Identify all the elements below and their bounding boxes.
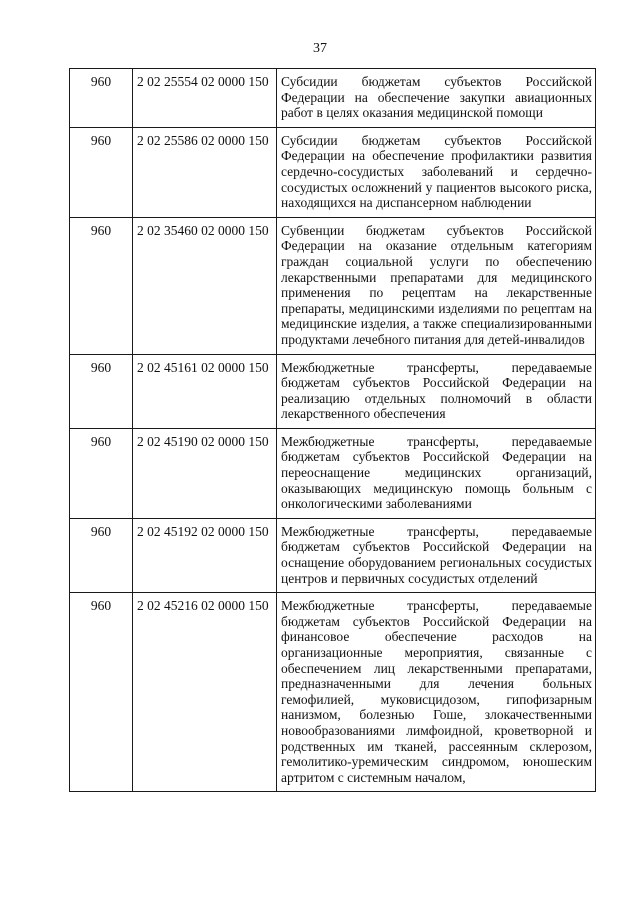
table-row xyxy=(70,428,596,518)
budget-code-cell: 2 02 35460 02 0000 150 xyxy=(133,217,277,354)
revenue-name-cell: Межбюджетные трансферты, передаваемые бюджетам субъектов Российской Федерации на переоснащение медицинских организаций, оказывающих медицинскую помощь больным с онкологическими заболеваниями xyxy=(277,428,596,518)
table-row xyxy=(70,354,596,428)
budget-code-cell: 2 02 45192 02 0000 150 xyxy=(133,518,277,592)
revenue-name-cell: Субвенции бюджетам субъектов Российской Федерации на оказание отдельным категориям граждан социальной услуги по обеспечению лекарственными препаратами для медицинского применения по рецептам на лекарственные препараты, медицинскими изделиями по рецептам на медицинские изделия, а также специализированными продуктами лечебного питания для детей-инвалидов xyxy=(277,217,596,354)
admin-code-cell: 960 xyxy=(70,354,133,428)
budget-code-cell: 2 02 25554 02 0000 150 xyxy=(133,69,277,128)
revenue-name-cell: Межбюджетные трансферты, передаваемые бюджетам субъектов Российской Федерации на реализацию отдельных полномочий в области лекарственного обеспечения xyxy=(277,354,596,428)
budget-code-cell: 2 02 25586 02 0000 150 xyxy=(133,127,277,217)
admin-code-cell: 960 xyxy=(70,217,133,354)
admin-code-cell: 960 xyxy=(70,69,133,128)
table-row xyxy=(70,69,596,128)
page-number: 37 xyxy=(313,41,327,56)
revenue-name-cell: Межбюджетные трансферты, передаваемые бюджетам субъектов Российской Федерации на оснащение оборудованием региональных сосудистых центров и первичных сосудистых отделений xyxy=(277,518,596,592)
revenue-name-cell: Межбюджетные трансферты, передаваемые бюджетам субъектов Российской Федерации на финансовое обеспечение расходов на организационные мероприятия, связанные с обеспечением лиц лекарственными препаратами, предназначенными для лечения больных гемофилией, муковисцидозом, гипофизарным нанизмом, болезнью Гоше, злокачественными новообразованиями лимфоидной, кроветворной и родственных им тканей, рассеянным склерозом, гемолитико-уремическим синдромом, юношеским артритом с системным началом, xyxy=(277,593,596,792)
revenue-name-cell: Субсидии бюджетам субъектов Российской Федерации на обеспечение закупки авиационных работ в целях оказания медицинской помощи xyxy=(277,69,596,128)
table-row xyxy=(70,593,596,792)
admin-code-cell: 960 xyxy=(70,428,133,518)
admin-code-cell: 960 xyxy=(70,518,133,592)
revenue-codes-table xyxy=(69,68,596,792)
budget-code-cell: 2 02 45190 02 0000 150 xyxy=(133,428,277,518)
table-row xyxy=(70,217,596,354)
revenue-name-cell: Субсидии бюджетам субъектов Российской Федерации на обеспечение профилактики развития сердечно-сосудистых заболеваний и сердечно-сосудистых осложнений у пациентов высокого риска, находящихся на диспансерном наблюдении xyxy=(277,127,596,217)
table-row xyxy=(70,518,596,592)
budget-code-cell: 2 02 45216 02 0000 150 xyxy=(133,593,277,792)
budget-code-cell: 2 02 45161 02 0000 150 xyxy=(133,354,277,428)
admin-code-cell: 960 xyxy=(70,593,133,792)
table-row xyxy=(70,127,596,217)
admin-code-cell: 960 xyxy=(70,127,133,217)
